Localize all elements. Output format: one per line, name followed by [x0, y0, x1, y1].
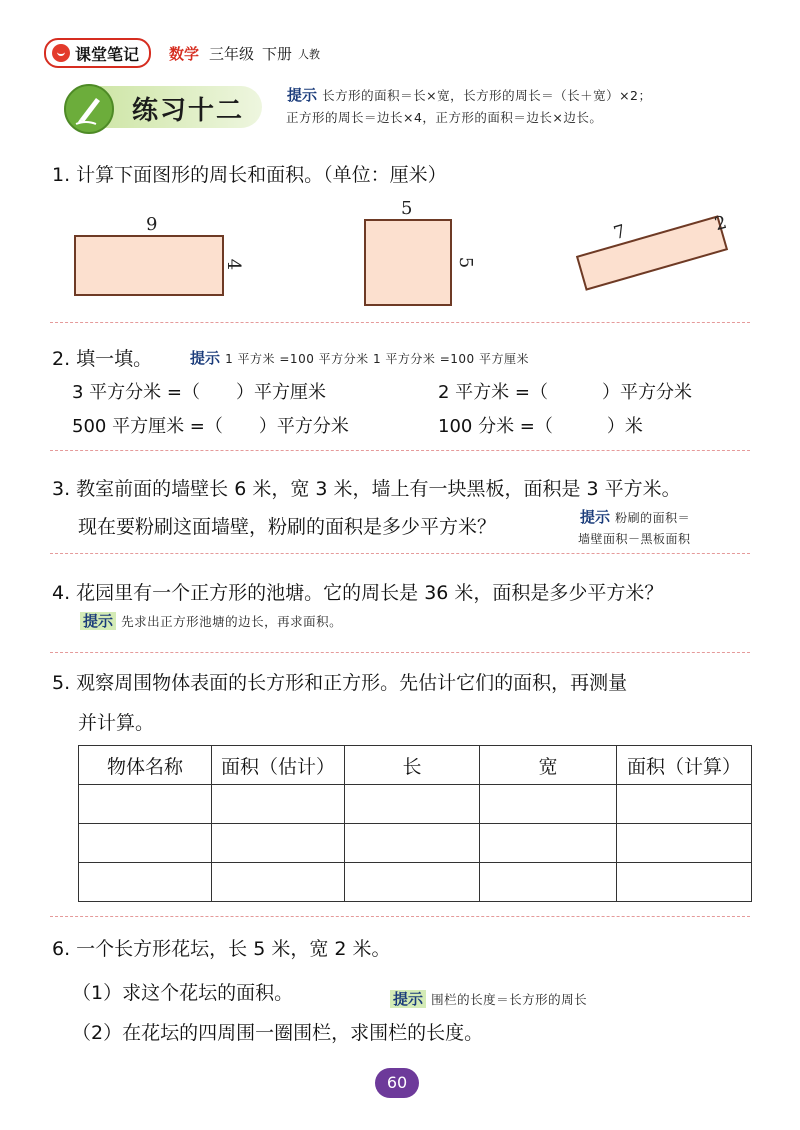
page-number: 60	[375, 1068, 419, 1098]
table-cell[interactable]	[345, 785, 480, 824]
table-cell[interactable]	[480, 824, 617, 863]
table-cell[interactable]	[212, 785, 345, 824]
hint-badge: 提示	[80, 612, 116, 630]
fill-item-2: 2 平方米 =（ ）平方分米	[438, 382, 692, 403]
q3-line2: 现在要粉刷这面墙壁，粉刷的面积是多少平方米？	[78, 516, 497, 538]
q4-hint-text: 先求出正方形池塘的边长，再求面积。	[121, 614, 343, 629]
rect1-length: 9	[146, 214, 158, 235]
rect2-width: 2	[712, 211, 730, 236]
measurement-table	[78, 745, 752, 902]
hint-badge: 提示	[287, 86, 318, 104]
q2-hint-text: 1 平方米 =100 平方分米 1 平方分米 =100 平方厘米	[225, 352, 529, 366]
brand-name: 课堂笔记	[75, 44, 140, 64]
publisher-label: 人教	[298, 48, 320, 61]
q6-sub1: （1）求这个花坛的面积。	[72, 982, 294, 1004]
col-header-area-calculated: 面积（计算）	[617, 746, 752, 785]
q6-line1: 6. 一个长方形花坛，长 5 米，宽 2 米。	[52, 938, 391, 960]
q4-hint	[80, 610, 342, 631]
table-cell[interactable]	[617, 785, 752, 824]
q5-line2: 并计算。	[78, 712, 155, 734]
q1-text: 1. 计算下面图形的周长和面积。（单位：厘米）	[52, 164, 447, 186]
table-cell[interactable]	[212, 863, 345, 902]
table-header-row	[79, 746, 752, 785]
rectangle-shape-2	[576, 215, 728, 290]
q5-line1: 5. 观察周围物体表面的长方形和正方形。先估计它们的面积，再测量	[52, 672, 628, 694]
smile-icon	[52, 44, 70, 62]
grade-label: 三年级	[209, 45, 255, 63]
rect2-length: 7	[611, 220, 629, 245]
rect1-width: 4	[223, 258, 245, 271]
fill-item-1: 3 平方分米 =（ ）平方厘米	[72, 382, 326, 403]
divider	[50, 553, 750, 554]
table-cell[interactable]	[480, 785, 617, 824]
table-cell[interactable]	[617, 863, 752, 902]
q4-line1: 4. 花园里有一个正方形的池塘。它的周长是 36 米，面积是多少平方米？	[52, 582, 664, 604]
table-cell[interactable]	[345, 863, 480, 902]
hint-badge: 提示	[390, 990, 426, 1008]
col-header-area-estimate: 面积（估计）	[212, 746, 345, 785]
q6-sub2: （2）在花坛的四周围一圈围栏，求围栏的长度。	[72, 1022, 484, 1044]
brand-badge	[44, 38, 151, 68]
table-cell[interactable]	[480, 863, 617, 902]
col-header-width: 宽	[480, 746, 617, 785]
col-header-object: 物体名称	[79, 746, 212, 785]
rectangle-shape-1	[74, 235, 224, 296]
term-label: 下册	[262, 45, 293, 63]
q6-hint	[390, 988, 587, 1009]
square-shape	[364, 219, 452, 306]
top-hint	[287, 84, 652, 105]
table-cell[interactable]	[345, 824, 480, 863]
q3-hint-line1: 粉刷的面积＝	[615, 511, 691, 525]
table-row	[79, 863, 752, 902]
pen-icon	[64, 84, 114, 134]
top-hint-line2: 正方形的周长＝边长×4，正方形的面积＝边长×边长。	[286, 110, 603, 125]
table-row	[79, 785, 752, 824]
table-cell[interactable]	[79, 824, 212, 863]
q3-line1: 3. 教室前面的墙壁长 6 米，宽 3 米，墙上有一块黑板，面积是 3 平方米。	[52, 478, 681, 500]
q3-hint	[580, 506, 690, 527]
page-title: 练习十二	[132, 96, 245, 126]
fill-item-4: 100 分米 =（ ）米	[438, 416, 643, 437]
table-cell[interactable]	[212, 824, 345, 863]
divider	[50, 916, 750, 917]
table-row	[79, 824, 752, 863]
top-hint-line1: 长方形的面积＝长×宽，长方形的周长＝（长＋宽）×2；	[322, 88, 652, 103]
table-cell[interactable]	[617, 824, 752, 863]
table-cell[interactable]	[79, 863, 212, 902]
divider	[50, 450, 750, 451]
subject-label: 数学	[169, 45, 200, 63]
hint-badge: 提示	[190, 349, 221, 367]
col-header-length: 长	[345, 746, 480, 785]
square-top: 5	[401, 198, 413, 219]
table-cell[interactable]	[79, 785, 212, 824]
divider	[50, 322, 750, 323]
fill-item-3: 500 平方厘米 =（ ）平方分米	[72, 416, 349, 437]
q6-hint-text: 围栏的长度＝长方形的周长	[431, 992, 588, 1007]
square-side: 5	[455, 256, 477, 269]
q2-text: 2. 填一填。	[52, 348, 153, 370]
q2-hint	[190, 347, 529, 368]
divider	[50, 652, 750, 653]
hint-badge: 提示	[580, 508, 611, 526]
q3-hint-line2: 墙壁面积－黑板面积	[578, 532, 691, 546]
